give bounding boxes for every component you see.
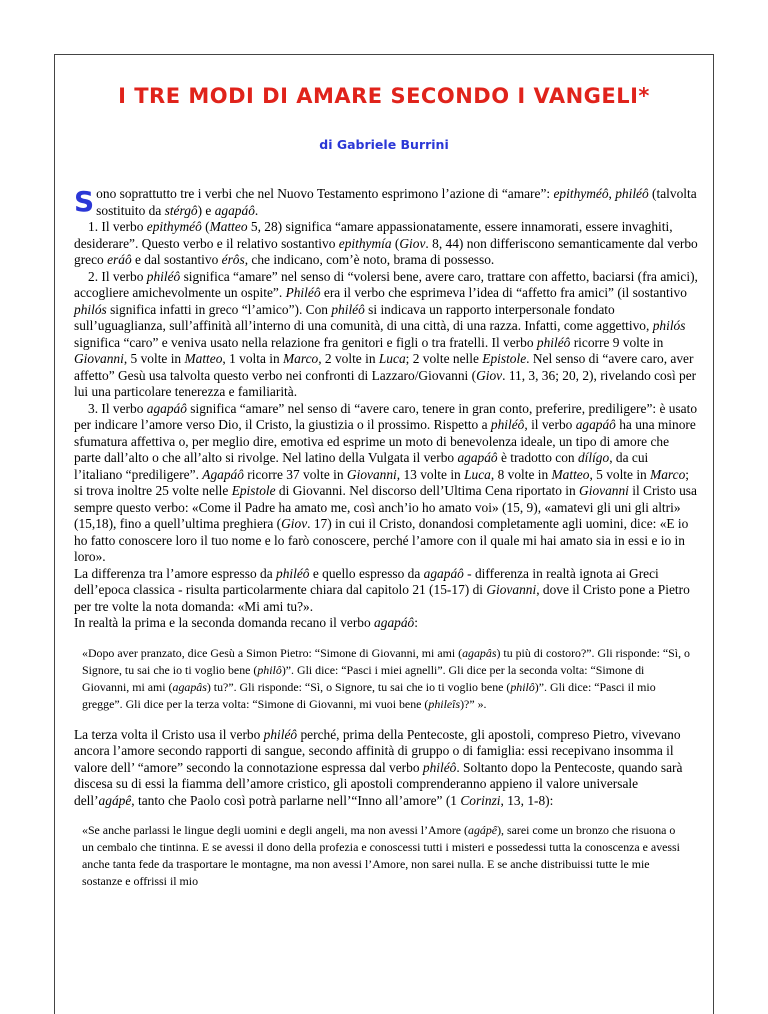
paragraph-agapao: 3. Il verbo agapáô significa “amare” nel senso di “avere caro, tenere in gran conto, preferire, prediligere”: è usato per indicare l’amore verso Dio, il Cristo, la giustizia o il prossimo. Rispetto a philéô, il verbo agapáô ha una minore sfumatura affettiva o, per meglio dire, emotiva ed esprime un moto di benevolenza ideale, un tipo di amore che parte dall’alto o che all’alto si rivolge. Nel latino della Vulgata il verbo agapáô è tradotto con dílígo, da cui l’italiano “prediligere”. Agapáô ricorre 37 volte in Giovanni, 13 volte in Luca, 8 volte in Matteo, 5 volte in Marco; si trova inoltre 25 volte nelle Epistole di Giovanni. Nel discorso dell’Ultima Cena riportato in Giovanni il Cristo usa sempre questo verbo: «Come il Padre ha amato me, così anch’io ho amato voi» (15, 9), «amatevi gli uni gli altri» (15,18), fino a quell’ultima preghiera (Giov. 17) in cui il Cristo, donandosi completamente agli uomini, dice: «E io ho fatto conoscere loro il tuo nome e lo farò conoscere, perché l’amore con il quale mi hai amato sia in essi e io in loro».: [74, 400, 698, 564]
intro-text: ono soprattutto tre i verbi che nel Nuovo Testamento esprimono l’azione di “amare”: epithyméô, philéô (talvolta sostituito da stérgô) e agapáô.: [96, 186, 697, 218]
article-author: di Gabriele Burrini: [319, 137, 449, 152]
quote-john-21: «Dopo aver pranzato, dice Gesù a Simon Pietro: “Simone di Giovanni, mi ami (agapâs) tu più di costoro?”. Gli risponde: “Sì, o Signore, tu sai che io ti voglio bene (philô)”. Gli dice: “Pasci i miei agnelli”. Gli dice per la seconda volta: “Simone di Giovanni, mi ami (agapâs) tu?”. Gli risponde: “Sì, o Signore, tu sai che io ti voglio bene (philô)”. Gli dice: “Pasci il mio gregge”. Gli dice per la terza volta: “Simone di Giovanni, mi vuoi bene (phileîs)?” ».: [82, 645, 690, 711]
article-body: [74, 186, 698, 904]
article-title: I TRE MODI DI AMARE SECONDO I VANGELI*: [118, 84, 650, 108]
paragraph-pentecost: La terza volta il Cristo usa il verbo philéô perché, prima della Pentecoste, gli apostoli, compreso Pietro, vivevano ancora l’amore secondo rapporti di sangue, secondo affinità di gruppo o di famiglia: essi recepivano insomma il valore dell’ “amore” secondo la connotazione espressa dal verbo philéô. Soltanto dopo la Pentecoste, quando sarà discesa su di essi la fiamma dell’amore cristico, gli apostoli comprenderanno appieno il valore universale dell’agápê, tanto che Paolo così potrà parlarne nell’“Inno all’amore” (1 Corinzi, 13, 1-8):: [74, 726, 683, 808]
drop-cap: S: [74, 185, 95, 218]
paragraph-difference: La differenza tra l’amore espresso da philéô e quello espresso da agapáô - differenza in realtà ignota ai Greci dell’epoca classica - risulta particolarmente chiara dal capitolo 21 (15-17) di Giovanni, dove il Cristo pone a Pietro per tre volte la nota domanda: «Mi ami tu?».: [74, 565, 690, 614]
quote-corinthians: «Se anche parlassi le lingue degli uomini e degli angeli, ma non avessi l’Amore (agápê), sarei come un bronzo che risuona o un cembalo che tintinna. E se avessi il dono della profezia e conoscessi tutti i misteri e possedessi tutta la conoscenza e avessi anche tanta fede da trasportare le montagne, ma non avessi l’Amore, non sarei nulla. E se anche distribuissi tutte le mie sostanze e offrissi il mio: [82, 823, 680, 888]
paragraph-epithymeo: 1. Il verbo epithyméô (Matteo 5, 28) significa “amare appassionatamente, essere innamorati, essere invaghiti, desiderare”. Questo verbo e il relativo sostantivo epithymía (Giov. 8, 44) non differiscono semanticamente dal verbo greco eráô e dal sostantivo érôs, che indicano, com’è noto, brama di possesso.: [74, 219, 698, 267]
intro-paragraph: [74, 186, 698, 219]
paragraph-first-second-question: In realtà la prima e la seconda domanda recano il verbo agapáô:: [74, 615, 418, 630]
paragraph-phileo: 2. Il verbo philéô significa “amare” nel senso di “volersi bene, avere caro, trattare con affetto, baciarsi (fra amici), accogliere amichevolmente un ospite”. Philéô era il verbo che esprimeva l’idea di “affetto fra amici” (il sostantivo philós significa infatti in greco “l’amico”). Con philéô si indicava un rapporto interpersonale fondato sull’uguaglianza, sull’affinità all’interno di una comunità, di una città, di una razza. Infatti, come aggettivo, philós significa “caro” e veniva usato nella relazione fra genitori e figli o tra fratelli. Il verbo philéô ricorre 9 volte in Giovanni, 5 volte in Matteo, 1 volta in Marco, 2 volte in Luca; 2 volte nelle Epistole. Nel senso di “avere caro, aver affetto” Gesù usa talvolta questo verbo nei confronti di Lazzaro/Giovanni (Giov. 11, 3, 36; 20, 2), rivelando così per lui una particolare tenerezza e familiarità.: [74, 268, 698, 399]
